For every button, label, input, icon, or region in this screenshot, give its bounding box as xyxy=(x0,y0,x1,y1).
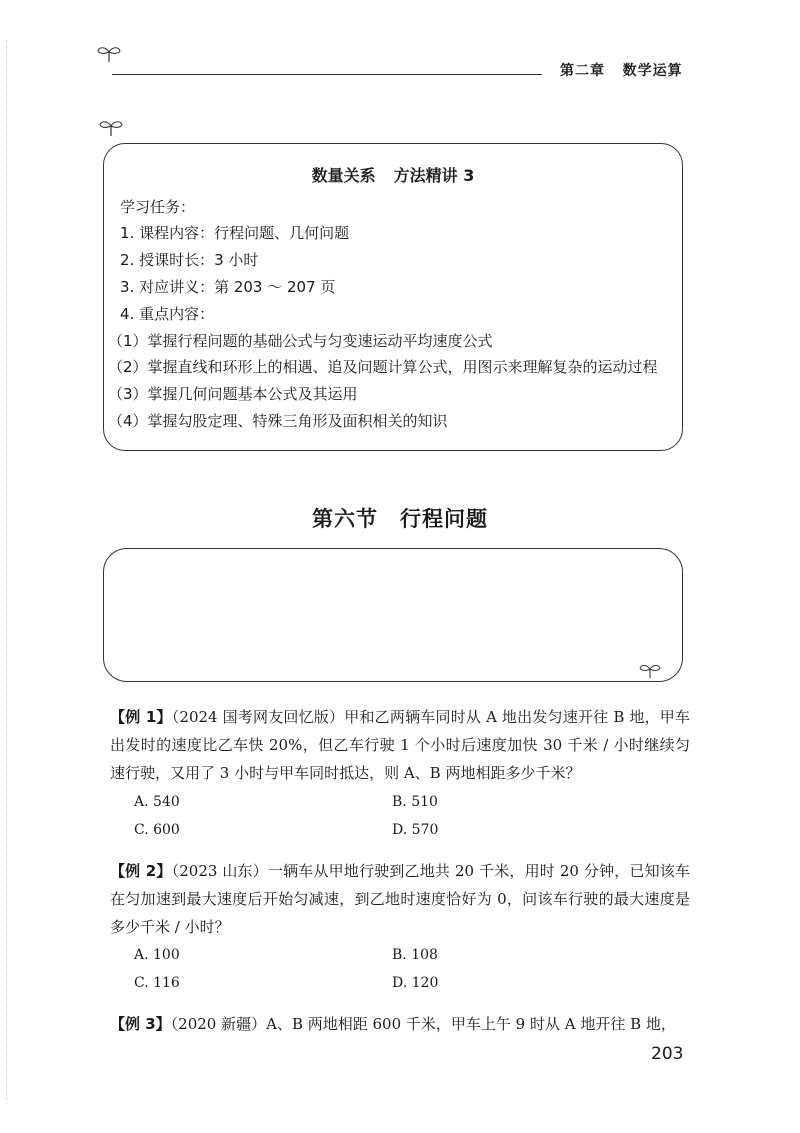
option-a: A. 100 xyxy=(134,947,180,963)
lesson-key-point: （1）掌握行程问题的基础公式与匀变速运动平均速度公式 xyxy=(108,332,493,350)
section-name: 行程问题 xyxy=(400,507,488,531)
section-heading xyxy=(0,503,800,533)
example-3 xyxy=(110,1010,690,1038)
lesson-line: 4. 重点内容： xyxy=(120,305,215,323)
sprout-icon xyxy=(98,118,124,138)
sprout-icon xyxy=(96,44,122,64)
binding-margin xyxy=(6,40,9,1100)
running-header xyxy=(560,60,683,80)
lesson-title-method: 方法精讲 3 xyxy=(393,166,475,185)
lesson-task-heading: 学习任务： xyxy=(120,198,196,216)
lesson-line: 1. 课程内容：行程问题、几何问题 xyxy=(120,224,350,242)
section-number: 第六节 xyxy=(312,507,378,531)
example-tag: 【例 3】 xyxy=(110,1015,171,1033)
page-number: 203 xyxy=(651,1044,684,1064)
lesson-box xyxy=(103,143,683,451)
lesson-title xyxy=(103,163,683,186)
lesson-line: 3. 对应讲义：第 203 ～ 207 页 xyxy=(120,278,336,296)
option-d: D. 120 xyxy=(392,975,439,991)
example-text: （2020 新疆）A、B 两地相距 600 千米，甲车上午 9 时从 A 地开往 B 地， xyxy=(170,1015,676,1033)
example-text: （2023 山东）一辆车从甲地行驶到乙地共 20 千米，用时 20 分钟，已知该车在匀加速到最大速度后开始匀减速，到乙地时速度恰好为 0，问该车行驶的最大速度是多少千米 / 小时？ xyxy=(110,862,690,936)
example-text: （2024 国考网友回忆版）甲和乙两辆车同时从 A 地出发匀速开往 B 地，甲车出发时的速度比乙车快 20%，但乙车行驶 1 个小时后速度加快 30 千米 / 小时继续匀速行驶，又用了 3 小时与甲车同时抵达，则 A、B 两地相距多少千米？ xyxy=(110,708,690,782)
example-tag: 【例 1】 xyxy=(110,708,172,726)
example-1 xyxy=(110,703,690,787)
option-a: A. 540 xyxy=(134,794,180,810)
option-b: B. 108 xyxy=(392,947,438,963)
sprout-icon xyxy=(638,662,662,680)
option-b: B. 510 xyxy=(392,794,438,810)
header-rule xyxy=(112,74,542,75)
lesson-line: 2. 授课时长：3 小时 xyxy=(120,251,259,269)
lesson-key-point: （2）掌握直线和环形上的相遇、追及问题计算公式，用图示来理解复杂的运动过程 xyxy=(108,358,658,376)
option-c: C. 116 xyxy=(134,975,180,991)
option-d: D. 570 xyxy=(392,822,439,838)
lesson-key-point: （4）掌握勾股定理、特殊三角形及面积相关的知识 xyxy=(108,412,448,430)
lesson-key-point: （3）掌握几何问题基本公式及其运用 xyxy=(108,385,358,403)
chapter-title: 数学运算 xyxy=(622,63,683,79)
example-tag: 【例 2】 xyxy=(110,862,172,880)
notes-box xyxy=(103,548,683,682)
chapter-number: 第二章 xyxy=(560,63,605,79)
example-2 xyxy=(110,857,690,941)
lesson-title-topic: 数量关系 xyxy=(311,166,376,185)
option-c: C. 600 xyxy=(134,822,180,838)
